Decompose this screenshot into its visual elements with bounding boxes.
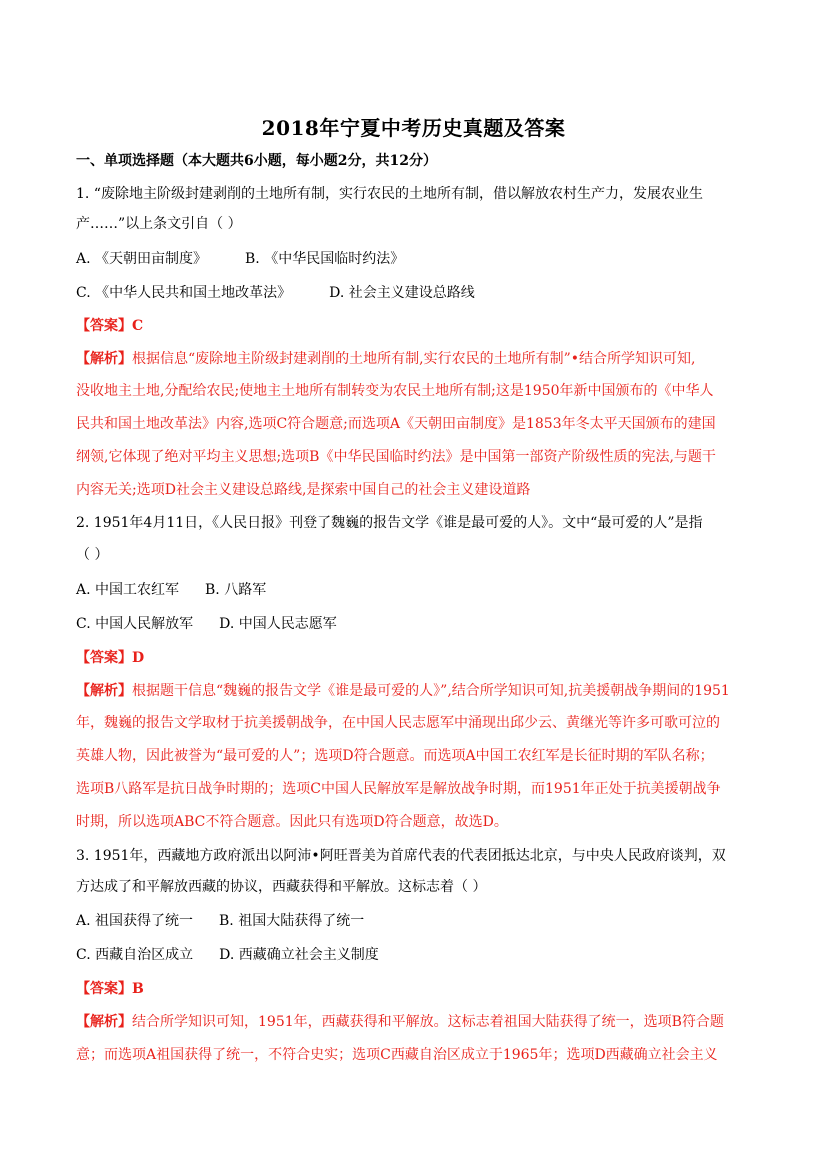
- q2-analysis-text1: 根据题干信息“魏巍的报告文学《谁是最可爱的人》”,结合所学知识可知,抗美援朝战争期间的1951: [132, 683, 730, 699]
- q3-analysis-text1: 结合所学知识可知，1951年，西藏获得和平解放。这标志着祖国大陆获得了统一，选项B符合题: [132, 1014, 724, 1030]
- q2-option-a: A. 中国工农红军: [76, 582, 180, 598]
- q1-stem-line1: 1. “废除地主阶级封建剥削的土地所有制，实行农民的土地所有制，借以解放农村生产力，发展农业生: [76, 186, 703, 202]
- q2-analysis-line3: 英雄人物，因此被誉为“最可爱的人”；选项D符合题意。而选项A中国工农红军是长征时期的军队名称；: [76, 748, 714, 764]
- q1-analysis-label: 【解析】: [76, 351, 132, 367]
- q2-option-b: B. 八路军: [205, 582, 267, 598]
- q3-option-b: B. 祖国大陆获得了统一: [219, 913, 365, 929]
- q2-analysis-line2: 年，魏巍的报告文学取材于抗美援朝战争，在中国人民志愿军中涌现出邱少云、黄继光等许多可歌可泣的: [76, 715, 720, 731]
- q3-answer: 【答案】B: [76, 981, 144, 997]
- q2-analysis-line4: 选项B八路军是抗日战争时期的；选项C中国人民解放军是解放战争时期，而1951年正处于抗美援朝战争: [76, 781, 721, 797]
- q3-options-row2: [76, 945, 766, 965]
- q3-analysis-label: 【解析】: [76, 1014, 132, 1030]
- q2-option-c: C. 中国人民解放军: [76, 616, 194, 632]
- q1-answer: 【答案】C: [76, 318, 144, 334]
- q3-option-c: C. 西藏自治区成立: [76, 947, 194, 963]
- q3-options-row1: [76, 911, 766, 931]
- q3-stem-line1: 3. 1951年，西藏地方政府派出以阿沛•阿旺晋美为首席代表的代表团抵达北京，与中央人民政府谈判，双: [76, 848, 726, 864]
- q1-options-row2: [76, 283, 766, 303]
- q3-option-a: A. 祖国获得了统一: [76, 913, 194, 929]
- document-title: 2018年宁夏中考历史真题及答案: [261, 116, 566, 140]
- q2-options-row1: [76, 580, 766, 600]
- q3-analysis-line1: [76, 1012, 766, 1032]
- q1-option-a: A. 《天朝田亩制度》: [76, 251, 208, 267]
- q3-option-d: D. 西藏确立社会主义制度: [219, 947, 379, 963]
- q2-stem-line1: 2. 1951年4月11日，《人民日报》刊登了魏巍的报告文学《谁是最可爱的人》。文中“最可爱的人”是指: [76, 515, 703, 531]
- q1-option-d: D. 社会主义建设总路线: [329, 285, 475, 301]
- q2-stem-line2: （ ）: [76, 547, 109, 563]
- q1-option-b: B. 《中华民国临时约法》: [245, 251, 405, 267]
- q2-analysis-label: 【解析】: [76, 683, 132, 699]
- q1-analysis-line4: 纲领,它体现了绝对平均主义思想;选项B《中华民国临时约法》是中国第一部资产阶级性质的宪法,与题干: [76, 449, 716, 465]
- q2-analysis-line5: 时期，所以选项ABC不符合题意。因此只有选项D符合题意，故选D。: [76, 814, 508, 830]
- q2-options-row2: [76, 614, 766, 634]
- q1-analysis-line2: 没收地主土地,分配给农民;使地主土地所有制转变为农民土地所有制;这是1950年新中国颁布的《中华人: [76, 383, 714, 399]
- q1-analysis-text1: 根据信息“废除地主阶级封建剥削的土地所有制,实行农民的土地所有制”•结合所学知识可知,: [132, 351, 696, 367]
- q2-analysis-line1: [76, 681, 766, 701]
- q1-option-c: C. 《中华人民共和国土地改革法》: [76, 285, 292, 301]
- q3-analysis-line2: 意；而选项A祖国获得了统一，不符合史实；选项C西藏自治区成立于1965年；选项D西藏确立社会主义: [76, 1047, 718, 1063]
- q1-stem-line2: 产……”以上条文引自（ ）: [76, 216, 242, 232]
- q1-analysis-line1: [76, 349, 766, 369]
- q1-analysis-line5: 内容无关;选项D社会主义建设总路线,是探索中国自己的社会主义建设道路: [76, 482, 531, 498]
- q3-stem-line2: 方达成了和平解放西藏的协议，西藏获得和平解放。这标志着（ ）: [76, 879, 487, 895]
- q1-analysis-line3: 民共和国土地改革法》内容,选项C符合题意;而选项A《天朝田亩制度》是1853年冬太平天国颁布的建国: [76, 416, 716, 432]
- section-heading: 一、单项选择题（本大题共6小题，每小题2分，共12分）: [76, 153, 437, 169]
- q2-answer: 【答案】D: [76, 650, 145, 666]
- q1-options-row1: [76, 249, 766, 269]
- q2-option-d: D. 中国人民志愿军: [219, 616, 337, 632]
